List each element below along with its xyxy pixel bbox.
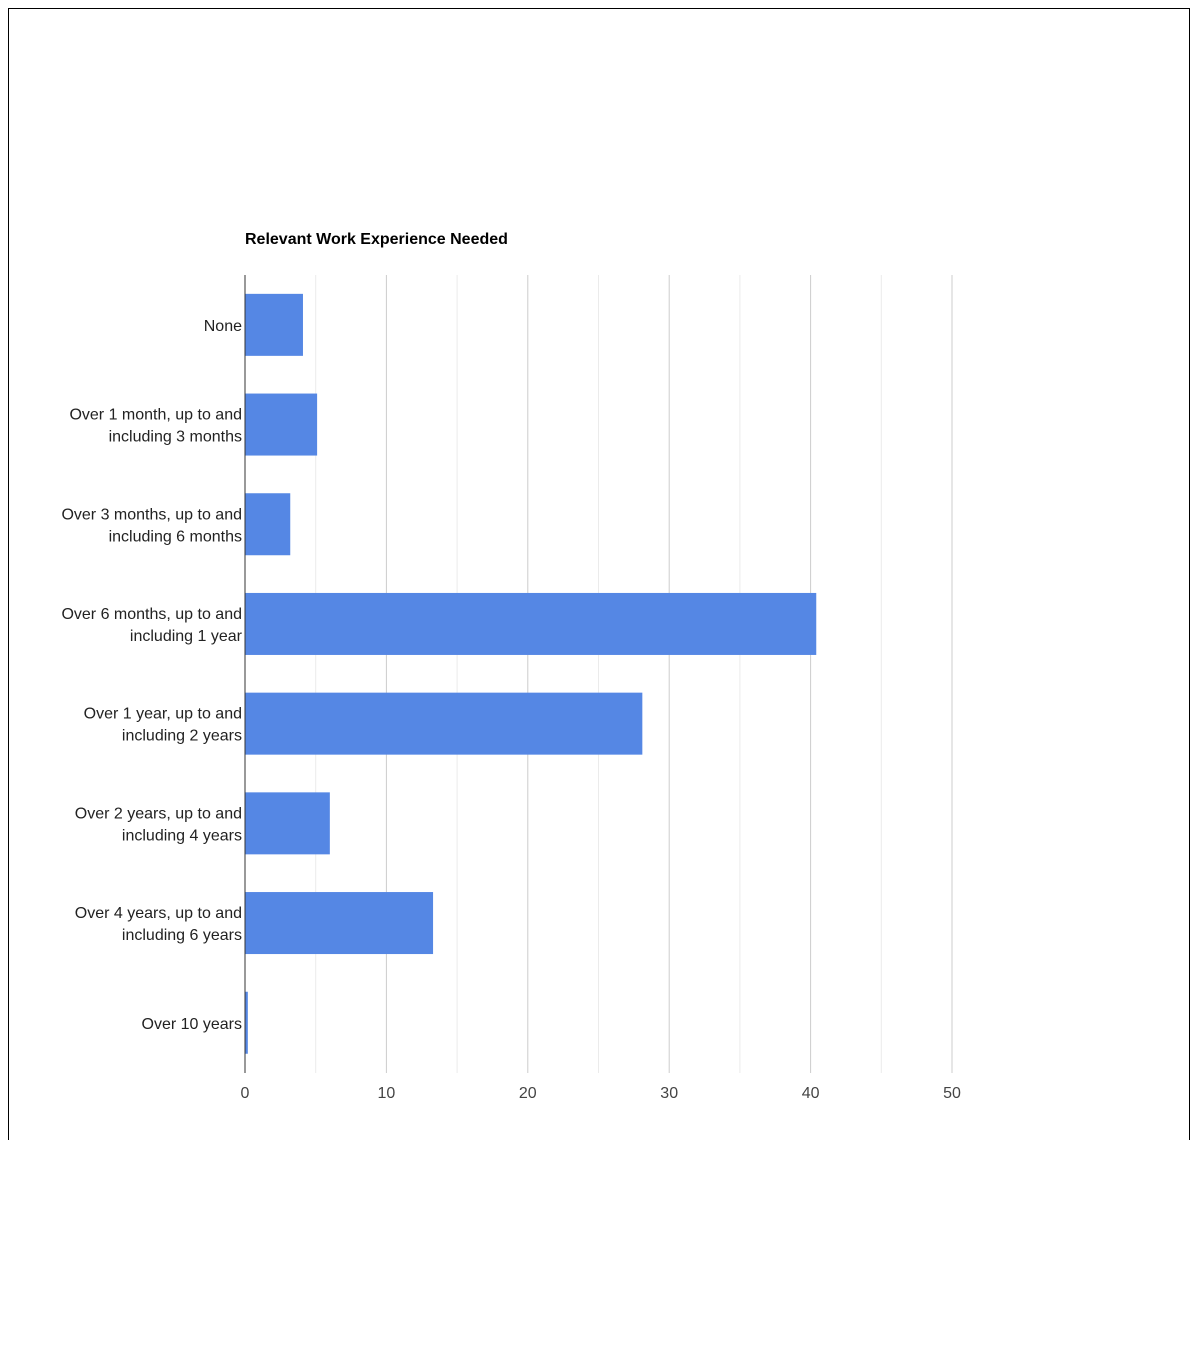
- bar-4[interactable]: [245, 693, 642, 755]
- category-label-3-line-0: Over 6 months, up to and: [61, 605, 242, 623]
- category-label-4-line-1: including 2 years: [121, 727, 242, 745]
- bar-5[interactable]: [245, 792, 330, 854]
- x-tick-label-1: 10: [377, 1085, 396, 1102]
- category-label-5-line-1: including 4 years: [121, 827, 242, 845]
- bar-3[interactable]: [245, 593, 816, 655]
- category-label-2: [61, 506, 242, 545]
- category-label-5-line-0: Over 2 years, up to and: [74, 805, 242, 823]
- category-label-6-line-1: including 6 years: [121, 927, 242, 945]
- category-label-2-line-0: Over 3 months, up to and: [61, 506, 242, 524]
- bars: [245, 294, 816, 1054]
- category-label-1-line-0: Over 1 month, up to and: [69, 406, 242, 424]
- category-label-3: [61, 606, 242, 645]
- bar-6[interactable]: [245, 892, 433, 954]
- x-tick-label-0: 0: [240, 1085, 250, 1102]
- category-label-1-line-1: including 3 months: [108, 428, 242, 446]
- x-tick-label-3: 30: [660, 1085, 679, 1102]
- bar-1[interactable]: [245, 394, 317, 456]
- x-tick-label-4: 40: [801, 1085, 820, 1102]
- bar-0[interactable]: [245, 294, 303, 356]
- category-label-4-line-0: Over 1 year, up to and: [83, 705, 242, 723]
- bar-2[interactable]: [245, 493, 290, 555]
- category-label-4: [84, 706, 242, 745]
- x-axis-ticks: [241, 1085, 961, 1102]
- category-label-7-line-0: Over 10 years: [141, 1015, 242, 1033]
- category-label-6: [75, 905, 242, 944]
- category-label-0: [204, 318, 242, 335]
- category-labels: [61, 318, 242, 1033]
- x-tick-label-2: 20: [518, 1085, 537, 1102]
- category-label-5: [75, 805, 242, 844]
- category-label-1: [69, 407, 242, 446]
- category-label-6-line-0: Over 4 years, up to and: [74, 905, 242, 923]
- category-label-2-line-1: including 6 months: [108, 528, 242, 546]
- category-label-3-line-1: including 1 year: [129, 627, 242, 645]
- category-label-0-line-0: None: [203, 317, 242, 335]
- category-label-7: [142, 1016, 242, 1033]
- x-tick-label-5: 50: [943, 1085, 961, 1102]
- chart-title: Relevant Work Experience Needed: [245, 231, 508, 248]
